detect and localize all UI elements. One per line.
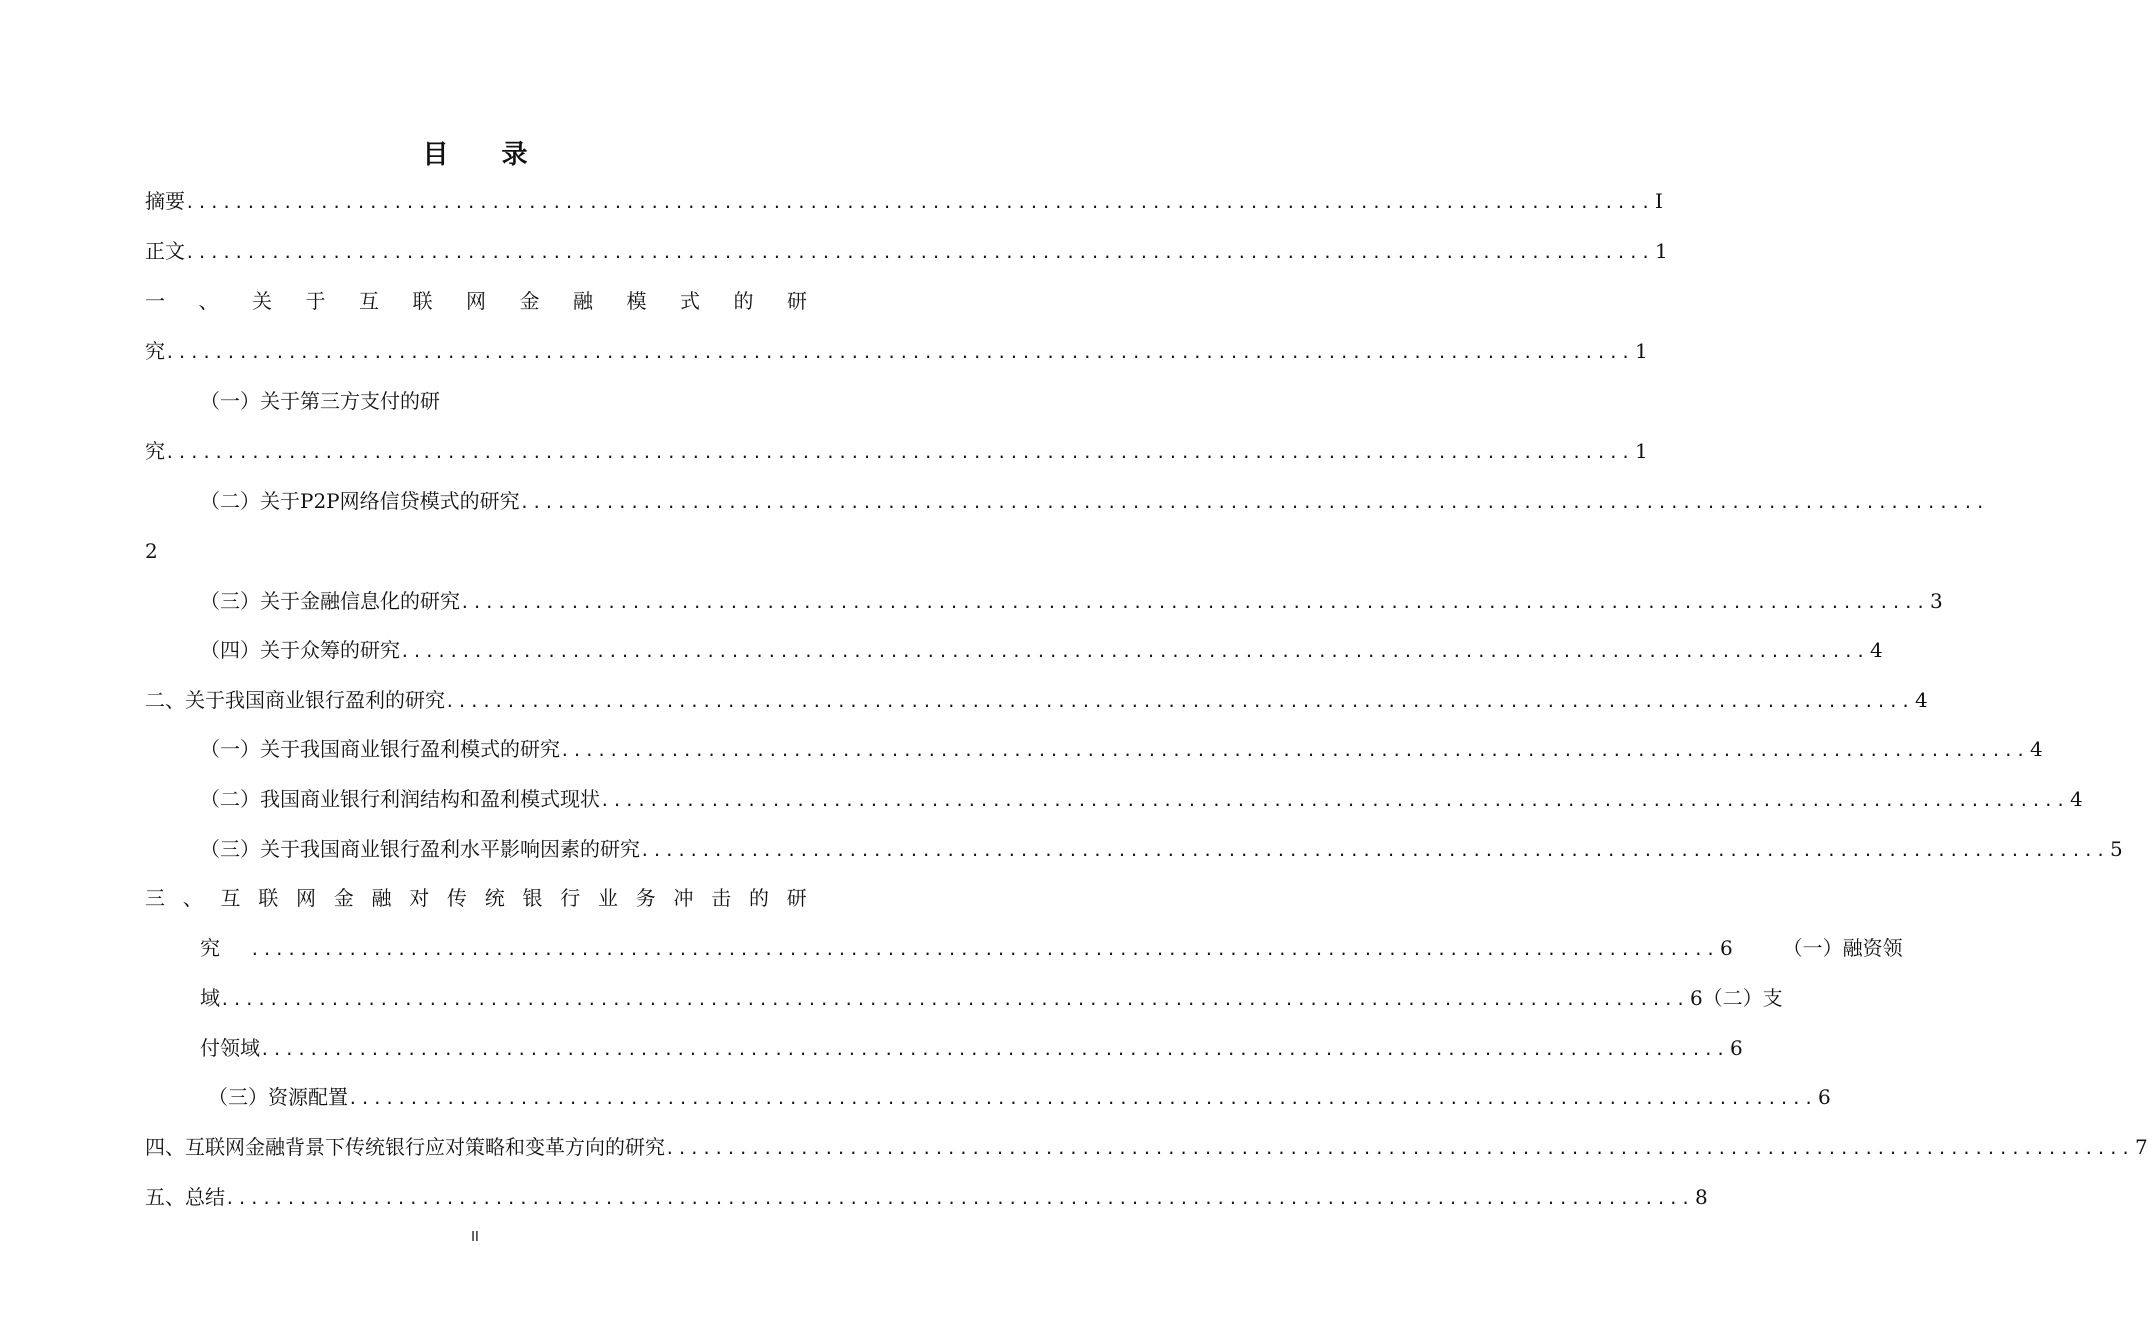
leader-dots: ........................................................................................................................ [165,443,1633,462]
toc-label: 四、互联网金融背景下传统银行应对策略和变革方向的研究 [145,1135,665,1159]
toc-char: 于 [305,289,326,313]
toc-page: 6 [1729,1036,1743,1060]
toc-char: 研 [787,289,807,313]
toc-char: 的 [749,886,769,910]
toc-entry-section-4[interactable] [145,1130,2148,1164]
toc-entry-2-2[interactable] [200,782,2083,816]
toc-label: （二）支 [1702,986,1783,1010]
toc-char: 击 [711,886,732,910]
toc-label: （四）关于众筹的研究 [200,638,400,662]
leader-dots: ........................................................................................................................ [225,1189,1693,1208]
toc-entry-section-5[interactable] [145,1180,1708,1214]
leader-dots: ........................................................................................................................ [185,193,1653,212]
toc-char: （ [1782,936,1803,960]
toc-entry-1-3[interactable] [200,584,1943,618]
toc-label: （二）关于P2P网络信贷模式的研究 [200,489,520,513]
leader-dots: ........................................................................................................................ [220,990,1688,1009]
leader-dots: ........................................................................................................................ [185,243,1653,262]
toc-char: 融 [573,289,593,313]
toc-label: （三）关于金融信息化的研究 [200,589,460,613]
toc-label: （一）关于第三方支付的研 [200,389,440,413]
toc-label: （三）关于我国商业银行盈利水平影响因素的研究 [200,837,640,861]
leader-dots: ........................................................................................................................ [600,791,2068,810]
toc-entry-3-2[interactable] [200,1031,1743,1065]
toc-char: 关 [252,289,272,313]
toc-page: 4 [1869,638,1883,662]
toc-page: 4 [1914,688,1928,712]
toc-char: 、 [198,289,219,313]
toc-label: 域 [200,986,220,1010]
toc-page: 2 [145,539,158,563]
leader-dots: ........................................................................................................................ [445,692,1913,711]
toc-label: 二、关于我国商业银行盈利的研究 [145,688,445,712]
toc-entry-1-1[interactable] [200,384,600,418]
leader-dots: ........................................................................................................................ [519,493,1988,512]
leader-dots: ........................................................................................................................ [560,741,2028,760]
toc-label: （二）我国商业银行利润结构和盈利模式现状 [200,787,600,811]
toc-char: 网 [466,289,486,313]
leader-dots: ........................................................................................................................ [400,642,1868,661]
toc-spread-line [145,284,807,318]
leader-dots: ........................................................................................................................ [260,1040,1728,1059]
toc-label: 究 [200,936,220,960]
toc-title: 目 录 [422,140,550,170]
toc-char: 三 [145,886,165,910]
toc-entry-section-2[interactable] [145,683,1928,717]
toc-spread-line [145,881,807,915]
toc-char: 一 [145,289,165,313]
toc-entry-2-3[interactable] [200,832,2123,866]
toc-page: 1 [1654,239,1668,263]
toc-label: 究 [145,339,165,363]
toc-page: 6 [1689,986,1703,1010]
toc-char: 、 [182,886,203,910]
toc-char: 资 [1862,936,1883,960]
toc-char: 互 [359,289,379,313]
toc-page: 6 [1719,936,1733,960]
toc-label: （一）关于我国商业银行盈利模式的研究 [200,737,560,761]
toc-page: 5 [2109,837,2123,861]
toc-char: 联 [258,886,279,910]
toc-page: 1 [1634,339,1648,363]
toc-char: 的 [733,289,754,313]
leader-dots: ........................................................................................................................ [460,593,1928,612]
toc-entry-3-1[interactable] [200,981,1783,1015]
toc-page: 6 [1817,1085,1831,1109]
toc-char: 一 [1802,936,1823,960]
toc-entry-section-3-cont[interactable] [200,931,1903,965]
toc-char: 研 [786,886,807,910]
toc-page: 4 [2029,737,2043,761]
toc-char: 领 [1882,936,1903,960]
toc-entry-1-4[interactable] [200,633,1883,667]
toc-char: 融 [371,886,392,910]
toc-entry-1-2-cont[interactable] [145,534,807,568]
toc-entry-section-1-cont[interactable] [145,334,1648,368]
toc-char: 互 [220,886,241,910]
toc-entry-body[interactable] [145,234,1668,268]
toc-char: 务 [635,886,656,910]
toc-label: 摘要 [145,189,185,213]
toc-page: 7 [2134,1135,2148,1159]
leader-dots: ........................................................................................................................ [348,1089,1816,1108]
toc-page: I [1654,189,1663,213]
toc-label: 五、总结 [145,1185,225,1209]
toc-entry-abstract[interactable] [145,184,1663,218]
leader-dots: ........................................................................................................................ [250,940,1718,959]
leader-dots: ........................................................................................................................ [665,1139,2133,1158]
toc-page: 1 [1634,439,1648,463]
leader-dots: ........................................................................................................................ [640,841,2108,860]
toc-char: 网 [296,886,316,910]
toc-entry-2-1[interactable] [200,732,2043,766]
toc-entry-1-2[interactable] [200,484,1988,518]
toc-char: 金 [333,886,354,910]
toc-char: 行 [560,886,581,910]
toc-char: 联 [412,289,433,313]
toc-char: 模 [626,289,647,313]
toc-char: 对 [409,886,430,910]
toc-label: 究 [145,439,165,463]
leader-dots: ........................................................................................................................ [165,343,1633,362]
toc-char: 金 [519,289,540,313]
toc-char: 式 [680,289,700,313]
page-number: II [471,1230,479,1245]
toc-char: 业 [598,886,618,910]
toc-spread-line [1783,931,1903,965]
toc-label: 付领域 [200,1036,260,1060]
toc-page: 8 [1694,1185,1708,1209]
toc-char: 冲 [673,886,694,910]
toc-entry-3-3[interactable] [208,1080,1831,1114]
toc-page: 4 [2069,787,2083,811]
toc-char: 银 [522,886,543,910]
toc-char: 融 [1842,936,1863,960]
toc-page: 3 [1929,589,1943,613]
toc-entry-1-1-cont[interactable] [145,434,1648,468]
toc-label: 正文 [145,239,185,263]
toc-entry-section-3[interactable] [145,881,807,915]
toc-label: （三）资源配置 [208,1085,348,1109]
toc-char: 传 [447,886,467,910]
toc-char: ） [1822,936,1843,960]
toc-char: 统 [484,886,505,910]
toc-entry-section-1[interactable] [145,284,807,318]
